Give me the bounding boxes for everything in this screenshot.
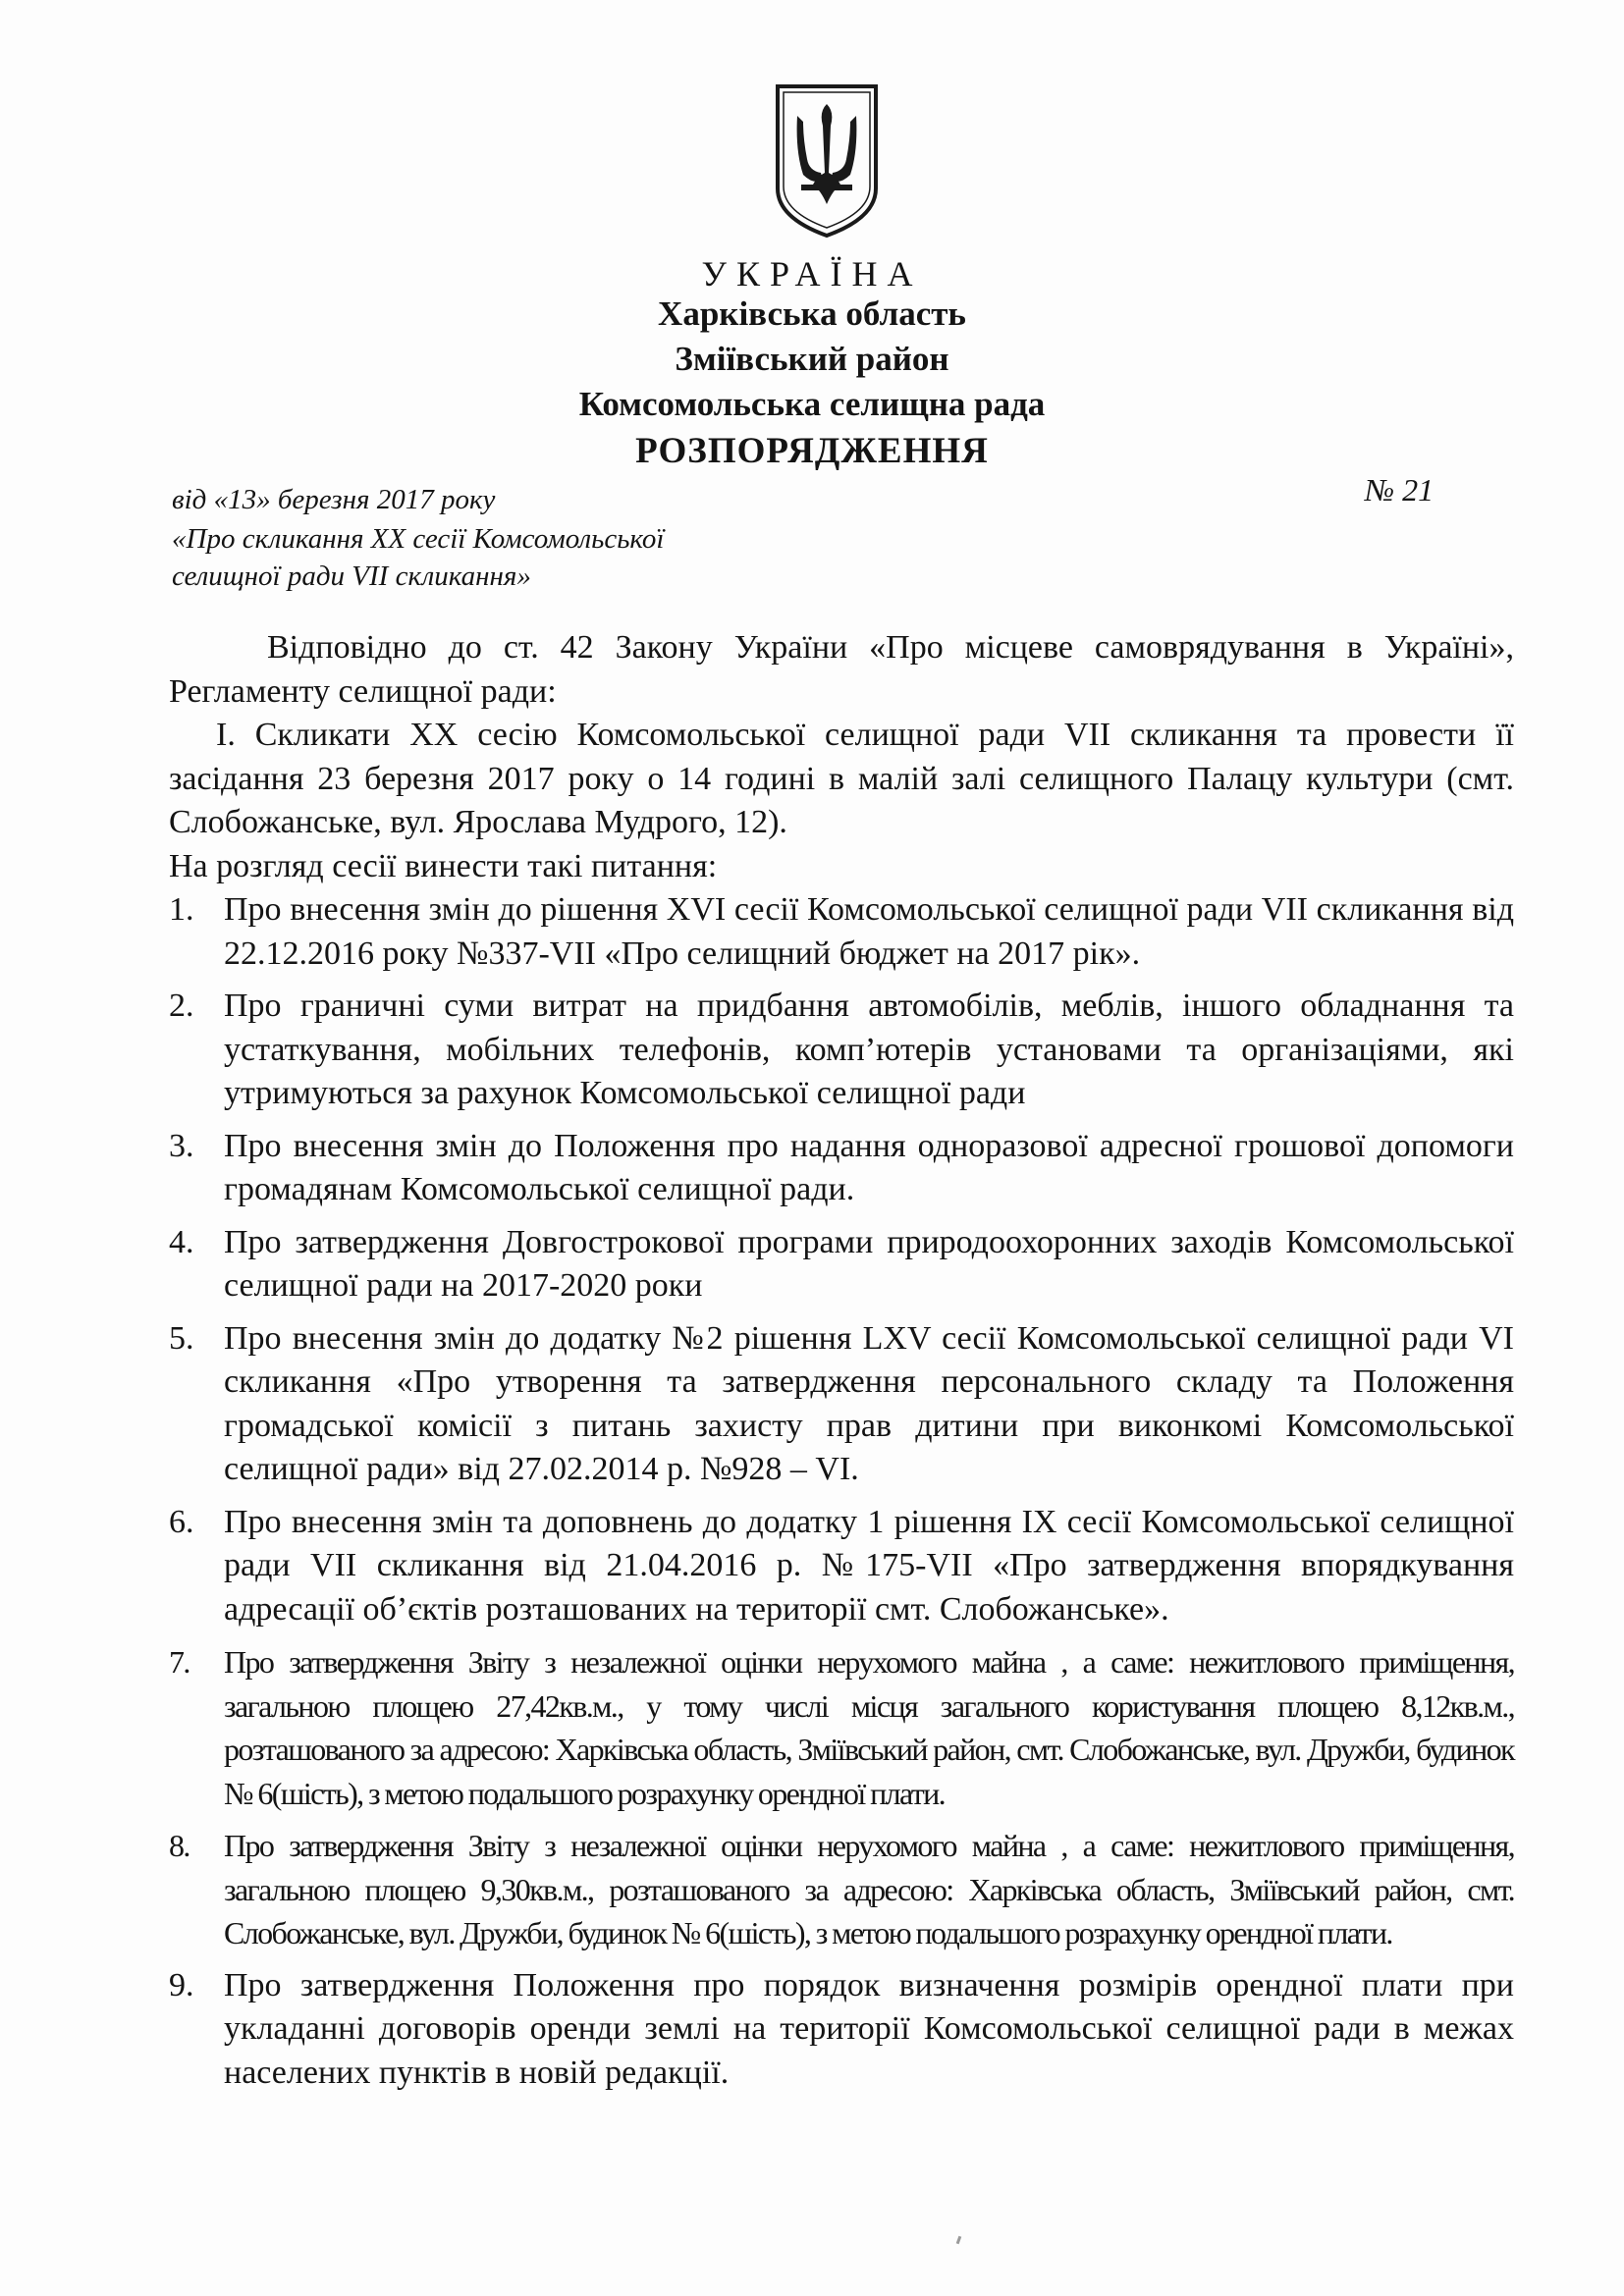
agenda-item-text: Про внесення змін до рішення XVІ сесії Комсомольської селищної ради VІІ скликання від 22.12.2016 року №337-VІІ «Про селищний бюджет на 2017 рік». bbox=[224, 891, 1514, 972]
preamble-paragraph: Відповідно до ст. 42 Закону України «Про місцеве самоврядування в Україні», Регламенту селищної ради: bbox=[169, 629, 1514, 710]
trident-coat-of-arms-icon bbox=[774, 82, 880, 240]
agenda-intro: На розгляд сесії винести такі питання: bbox=[169, 847, 718, 884]
agenda-item-number: 1. bbox=[169, 891, 194, 928]
document-number: № 21 bbox=[1365, 472, 1435, 507]
agenda-item-number: 5. bbox=[169, 1319, 194, 1357]
document-body bbox=[169, 626, 1514, 2104]
agenda-item bbox=[169, 1824, 1514, 1955]
agenda-item bbox=[169, 1640, 1514, 1815]
agenda-item-number: 4. bbox=[169, 1223, 194, 1260]
agenda-item-number: 7. bbox=[169, 1644, 189, 1680]
agenda-list bbox=[169, 888, 1514, 2095]
agenda-item-number: 8. bbox=[169, 1828, 189, 1863]
district-name: Зміївський район bbox=[675, 340, 949, 378]
agenda-item bbox=[169, 888, 1514, 976]
agenda-item-number: 9. bbox=[169, 1966, 194, 2003]
country-name: УКРАЇНА bbox=[701, 254, 923, 294]
council-name: Комсомольська селищна рада bbox=[578, 385, 1046, 423]
subject-line: «Про скликання ХХ сесії Комсомольської bbox=[172, 523, 665, 555]
document-date: від «13» березня 2017 року bbox=[172, 484, 496, 515]
agenda-item-text: Про внесення змін до Положення про надання одноразової адресної грошової допомоги громадянам Комсомольської селищної ради. bbox=[224, 1127, 1514, 1207]
agenda-item bbox=[169, 1501, 1514, 1632]
agenda-item-text: Про затвердження Звіту з незалежної оцінки нерухомого майна , а саме: нежитлового приміщення, загальною площею 27,42кв.м., у тому числі місця загального користування площею 8,12кв.м., розташованого за адресою: Харківська область, Зміївський район, смт. Слобожанське, вул. Дружби, будинок № 6(шість), з метою подальшого розрахунку орендної плати. bbox=[224, 1644, 1514, 1811]
agenda-item bbox=[169, 1317, 1514, 1492]
agenda-item-text: Про внесення змін до додатку №2 рішення LXV сесії Комсомольської селищної ради VІ скликання «Про утворення та затвердження персонального складу та Положення громадської комісії з питань захисту прав дитини при виконкомі Комсомольської селищної ради» від 27.02.2014 р. №928 – VІ. bbox=[224, 1319, 1514, 1487]
document-type: РОЗПОРЯДЖЕННЯ bbox=[635, 431, 989, 471]
subject-line: селищної ради VІІ скликання» bbox=[172, 561, 531, 592]
scan-speck bbox=[956, 2236, 962, 2245]
agenda-item-text: Про граничні суми витрат на придбання автомобілів, меблів, іншого обладнання та устаткування, мобільних телефонів, комп’ютерів установами та організаціями, які утримуються за рахунок Комсомольської селищної ради bbox=[224, 988, 1514, 1111]
region-name: Харківська область bbox=[658, 294, 966, 333]
agenda-item-number: 6. bbox=[169, 1503, 194, 1540]
agenda-item-number: 2. bbox=[169, 988, 194, 1024]
agenda-item bbox=[169, 1221, 1514, 1308]
agenda-item bbox=[169, 1964, 1514, 2096]
agenda-item-text: Про затвердження Звіту з незалежної оцінки нерухомого майна , а саме: нежитлового приміщення, загальною площею 9,30кв.м., розташованого за адресою: Харківська область, Зміївський район, смт. Слобожанське, вул. Дружби, будинок № 6(шість), з метою подальшого розрахунку орендної плати. bbox=[224, 1828, 1514, 1950]
document-subject bbox=[172, 520, 859, 595]
agenda-item bbox=[169, 985, 1514, 1116]
agenda-item-text: Про внесення змін та доповнень до додатку 1 рішення ІХ сесії Комсомольської селищної ради VІІ скликання від 21.04.2016 р. №175-VІІ «Про затвердження впорядкування адресації об’єктів розташованих на території смт. Слобожанське». bbox=[224, 1503, 1514, 1628]
agenda-item-text: Про затвердження Положення про порядок визначення розмірів орендної плати при укладанні договорів оренди землі на території Комсомольської селищної ради в межах населених пунктів в новій редакції. bbox=[224, 1966, 1514, 2091]
agenda-item bbox=[169, 1125, 1514, 1212]
agenda-item-text: Про затвердження Довгострокової програми природоохоронних заходів Комсомольської селищної ради на 2017-2020 роки bbox=[224, 1223, 1514, 1304]
point-one-paragraph: І. Скликати ХХ сесію Комсомольської селищної ради VІІ скликання та провести її засідання 23 березня 2017 року о 14 годині в малій залі селищного Палацу культури (смт. Слобожанське, вул. Ярослава Мудрого, 12). bbox=[169, 717, 1514, 840]
agenda-item-number: 3. bbox=[169, 1127, 194, 1164]
